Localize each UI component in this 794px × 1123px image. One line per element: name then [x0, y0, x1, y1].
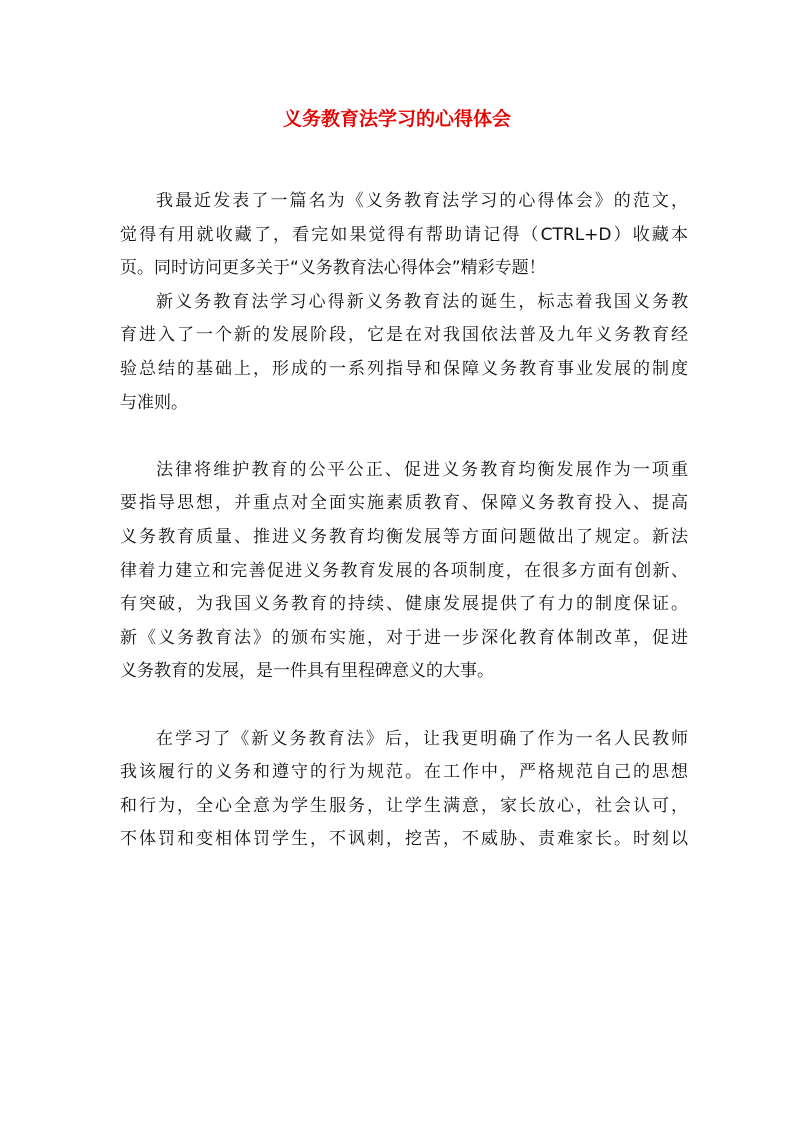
paragraph-3-line-5: 有突破，为我国义务教育的持续、健康发展提供了有力的制度保证。: [120, 594, 688, 615]
paragraph-gap: [120, 420, 688, 454]
paragraph-1-line-3: 页。同时访问更多关于“义务教育法心得体会”精彩专题！: [120, 258, 546, 279]
paragraph-3-line-7: 义务教育的发展，是一件具有里程碑意义的大事。: [120, 661, 494, 682]
paragraph-1-line-2: 觉得有用就收藏了，看完如果觉得有帮助请记得（CTRL+D）收藏本: [120, 224, 688, 245]
paragraph-gap: [120, 689, 688, 723]
paragraph-3-line-1: 法律将维护教育的公平公正、促进义务教育均衡发展作为一项重: [156, 459, 688, 480]
paragraph-4-line-1: 在学习了《新义务教育法》后，让我更明确了作为一名人民教师: [156, 728, 688, 749]
paragraph-4-line-3: 和行为，全心全意为学生服务，让学生满意，家长放心，社会认可，: [120, 795, 688, 816]
document-body: [120, 185, 688, 857]
paragraph-2-line-3: 验总结的基础上，形成的一系列指导和保障义务教育事业发展的制度: [120, 358, 688, 379]
paragraph-1-line-1: 我最近发表了一篇名为《义务教育法学习的心得体会》的范文，: [156, 191, 688, 211]
document-title: 义务教育法学习的心得体会: [282, 108, 511, 130]
paragraph-3-line-6: 新《义务教育法》的颁布实施，对于进一步深化教育体制改革，促进: [120, 627, 688, 648]
paragraph-4-line-4: 不体罚和变相体罚学生，不讽刺，挖苦，不威胁、责难家长。时刻以: [120, 829, 688, 850]
paragraph-4-line-2: 我该履行的义务和遵守的行为规范。在工作中，严格规范自己的思想: [120, 762, 688, 783]
paragraph-2-line-1: 新义务教育法学习心得新义务教育法的诞生，标志着我国义务教: [156, 291, 688, 312]
paragraph-2-line-4: 与准则。: [120, 392, 188, 413]
paragraph-2-line-2: 育进入了一个新的发展阶段，它是在对我国依法普及九年义务教育经: [120, 325, 688, 346]
paragraph-3-line-4: 律着力建立和完善促进义务教育发展的各项制度，在很多方面有创新、: [120, 560, 688, 581]
paragraph-3-line-3: 义务教育质量、推进义务教育均衡发展等方面问题做出了规定。新法: [120, 526, 688, 547]
paragraph-3-line-2: 要指导思想，并重点对全面实施素质教育、保障义务教育投入、提高: [120, 493, 688, 514]
